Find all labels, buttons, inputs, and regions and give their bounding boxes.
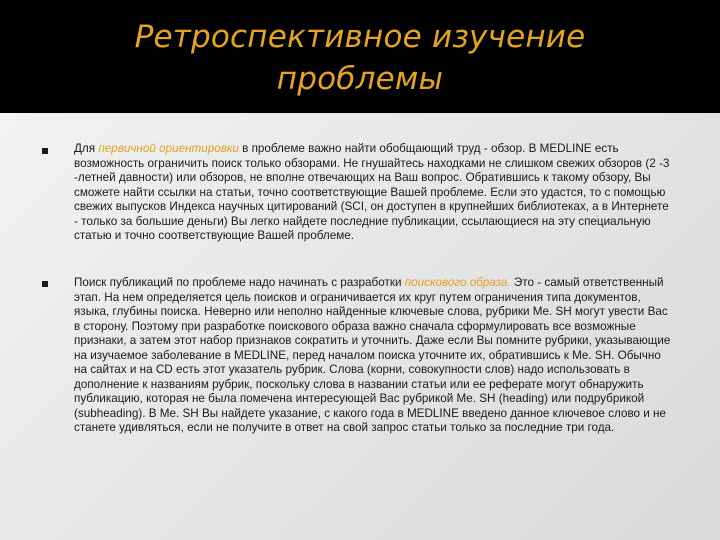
highlighted-term: первичной ориентировки xyxy=(98,142,239,155)
highlighted-term: поискового образа. xyxy=(404,276,511,289)
paragraph-text-rest: Это - самый ответственный этап. На нем определяется цель поисков и ограничивается их круг путем ограничения типа документов, языка, глубины поиска. Неверно или неполно найденные ключевые слова, рубрики Me. SH могут увести Вас в сторону. Поэтому при разработке поискового образа важно сначала сформулировать все возможные признаки, а затем этот набор признаков сократить и уточнить. Даже если Вы помните рубрики, указывающие на изучаемое заболевание в MEDLINE, перед началом поиска уточните их, обратившись к Me. SH. Обычно на сайтах и на CD есть этот указатель рубрик. Слова (корни, совокупности слов) надо использовать в дополнение к названиям рубрик, поскольку слова в названии статьи или ее реферате могут обнаружить публикацию, которая не была помечена интересующей Вас рубрикой Me. SH (heading) или подрубрикой (subheading). В Me. SH Вы найдете указание, с какого года в MEDLINE введено данное ключевое слово и не станете удивляться, если не получите в ответ на свой запрос статьи только за последние три года. xyxy=(74,276,671,434)
title-line-1: Ретроспективное изучение xyxy=(134,19,586,55)
content-area xyxy=(0,113,720,540)
bullet-paragraph-2 xyxy=(74,276,671,436)
paragraph-text-start: Поиск публикаций по проблеме надо начинать с разработки xyxy=(74,276,405,289)
bullet-paragraph-1 xyxy=(74,142,671,244)
bullet-marker xyxy=(42,148,48,154)
paragraph-text-start: Для xyxy=(74,142,99,155)
title-line-2: проблемы xyxy=(276,61,444,97)
slide-title xyxy=(0,16,720,100)
bullet-marker xyxy=(42,281,48,287)
title-bar xyxy=(0,0,720,113)
paragraph-text-rest: в проблеме важно найти обобщающий труд - обзор. В MEDLINE есть возможность ограничить поиск только обзорами. Не гнушайтесь находками не слишком свежих обзоров (2 -3 -летней давности) или обзоров, не вполне отвечающих на Ваш вопрос. Обратившись к такому обзору, Вы сможете найти ссылки на статьи, точно соответствующие Вашей проблеме. Если это удастся, то с помощью свежих выпусков Индекса научных цитирований (SCI, он доступен в крупнейших библиотеках, а в Интернете - только за большие деньги) Вы легко найдете последние публикации, ссылающиеся на эту специальную статью и точно соответствующие Вашей проблеме. xyxy=(74,142,670,242)
